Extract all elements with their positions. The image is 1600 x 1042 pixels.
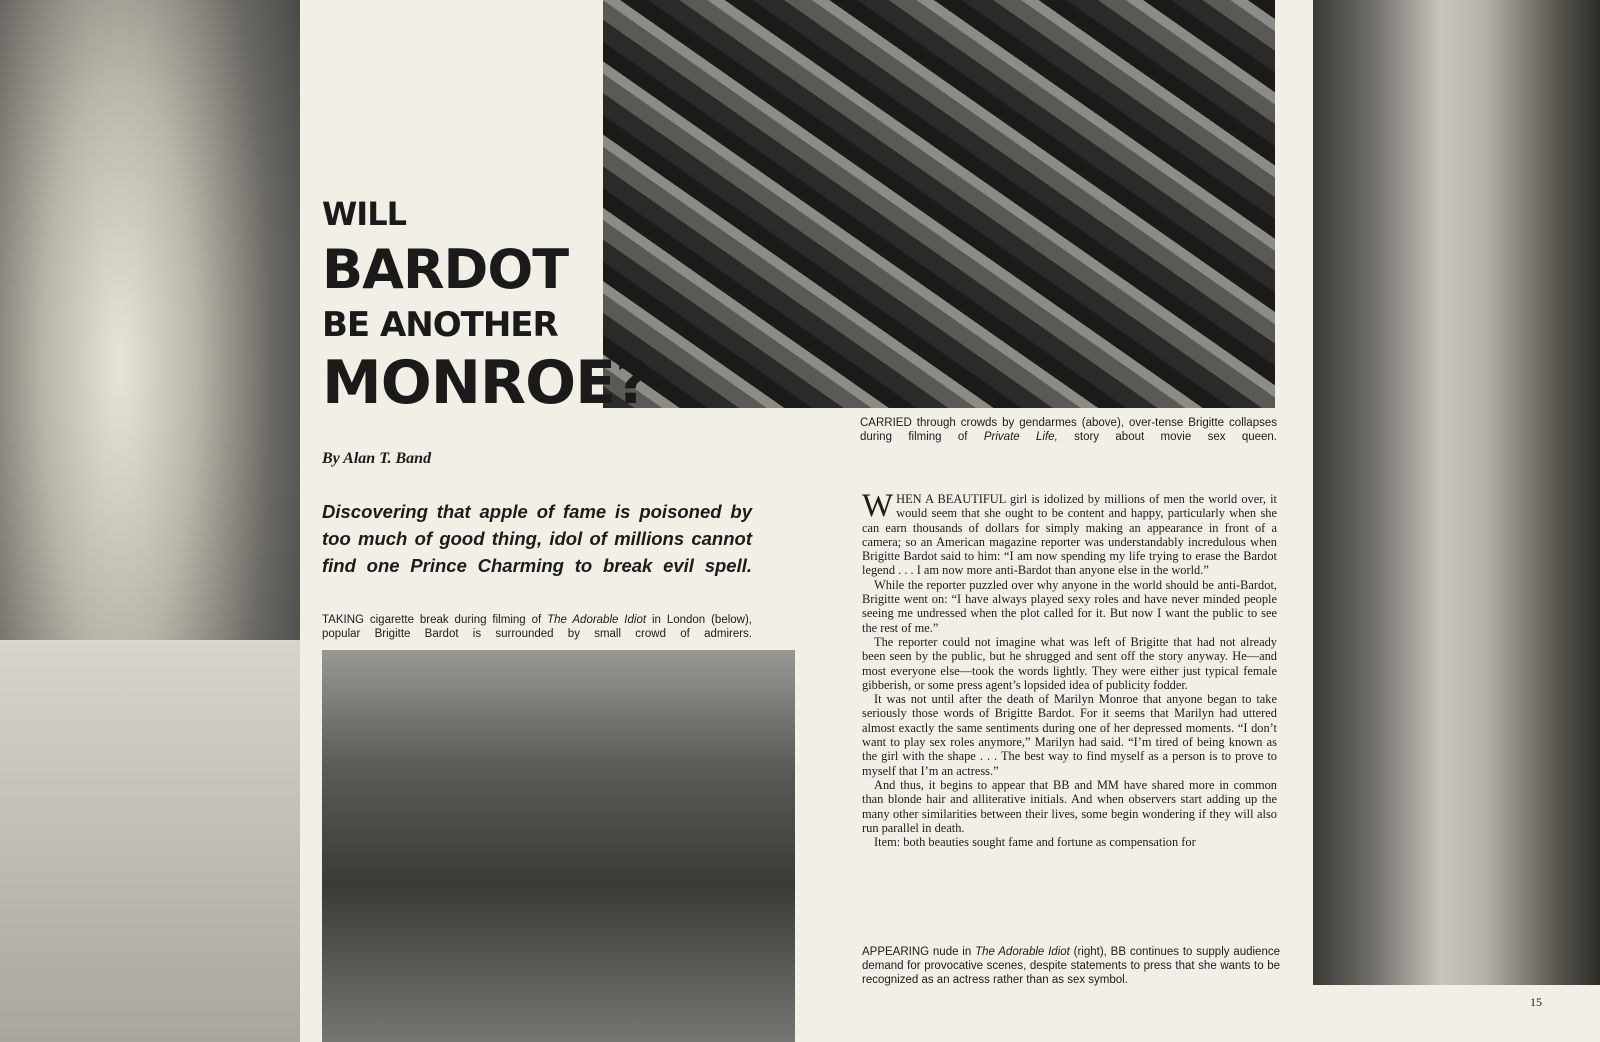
paragraph: WHEN A BEAUTIFUL girl is idolized by millions of men the world over, it would seem that she ought to be content and happy, particularly when she can earn thousands of dollars for simply making an appearance in front of a camera; so an American magazine reporter was understandably incredulous when Brigitte Bardot said to him: “I am now spending my life trying to erase the Bardot legend . . . I am now more anti-Bardot than anyone else in the world.”: [862, 488, 1277, 578]
page-number: 15: [1530, 995, 1542, 1009]
article-body: [862, 488, 1277, 850]
caption-right-photo: APPEARING nude in The Adorable Idiot (right), BB continues to supply audience demand for provocative scenes, despite statements to press that she wants to be recognized as an actress rather than as sex symbol.: [862, 946, 1280, 986]
photo-admirers-london: [322, 650, 795, 1042]
byline: By Alan T. Band: [322, 450, 432, 467]
caption-top-photo: CARRIED through crowds by gendarmes (above), over-tense Brigitte collapses during filming of Private Life, story about movie sex queen.: [860, 417, 1278, 443]
drop-cap: W: [862, 488, 894, 524]
headline-line-1: WILL: [322, 195, 406, 233]
caption-left-photo: TAKING cigarette break during filming of The Adorable Idiot in London (below), popular Brigitte Bardot is surrounded by small crowd of admirers.: [322, 614, 753, 640]
photo-adorable-idiot-scene: [1313, 0, 1600, 985]
photo-gendarmes-crowd: [603, 0, 1275, 408]
photo-bardot-portrait: [0, 0, 300, 1042]
headline-line-4: MONROE?: [322, 348, 649, 418]
paragraph: And thus, it begins to appear that BB and MM have shared more in common than blonde hair and alliterative initials. And when observers start adding up the many other similarities between their lives, some begin wondering if they will also run parallel in death.: [862, 777, 1277, 835]
paragraph: It was not until after the death of Marilyn Monroe that anyone began to take seriously those words of Brigitte Bardot. For it seems that Marilyn had uttered almost exactly the same sentiments during one of her depressed moments. “I don’t want to play sex roles anymore,” Marilyn had said. “I’m tired of being known as the girl with the shape . . . The best way to find myself as a person is to prove to myself that I’m an actress.”: [862, 692, 1277, 778]
paragraph: Item: both beauties sought fame and fortune as compensation for: [874, 835, 1196, 850]
deck-subtitle: Discovering that apple of fame is poisoned by too much of good thing, idol of millions cannot find one Prince Charming to break evil spell.: [322, 501, 752, 576]
paragraph: The reporter could not imagine what was left of Brigitte that had not already been seen by the public, but he shrugged and sent off the story anyway. He—and most everyone else—took the words lightly. They were either just typical female gibberish, or some press agent’s lopsided idea of publicity fodder.: [862, 634, 1277, 692]
paragraph: While the reporter puzzled over why anyone in the world should be anti-Bardot, Brigitte went on: “I have always played sexy roles and have never minded people seeing me undressed when the plot called for it. But now I want the public to see the rest of me.”: [862, 577, 1277, 635]
headline-line-3: BE ANOTHER: [322, 305, 558, 345]
headline-line-2: BARDOT: [322, 238, 569, 301]
